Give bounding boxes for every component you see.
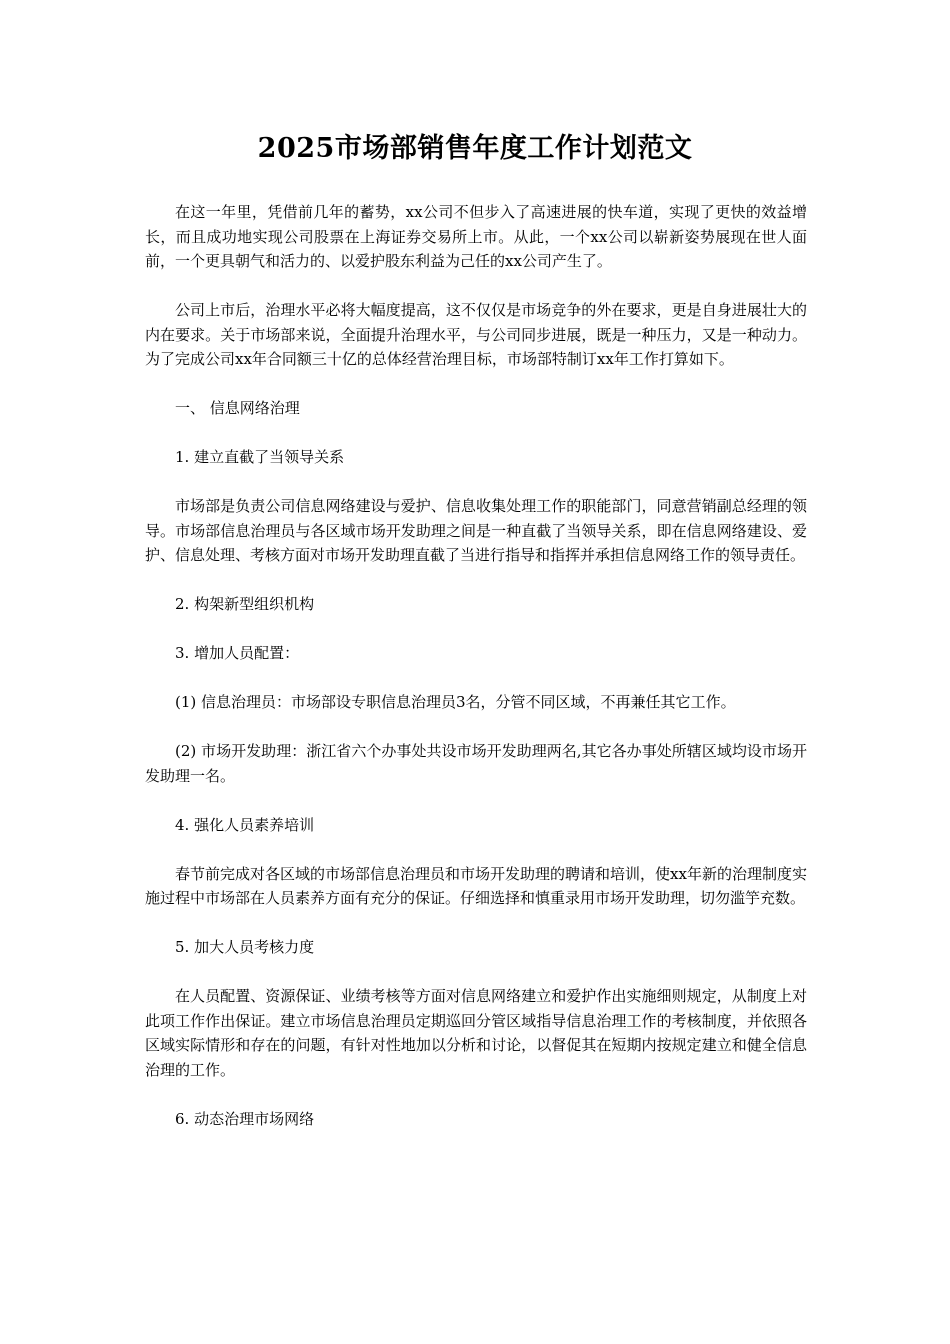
subheading-assessment: 5. 加大人员考核力度 <box>175 938 315 956</box>
paragraph-info-managers: (1) 信息治理员：市场部设专职信息治理员3名，分管不同区域，不再兼任其它工作。 <box>175 693 736 711</box>
document-body <box>145 200 807 1156</box>
subheading-direct-leadership: 1. 建立直截了当领导关系 <box>175 448 345 466</box>
paragraph-intro: 在这一年里，凭借前几年的蓄势，xx公司不但步入了高速进展的快车道，实现了更快的效益增长，而且成功地实现公司股票在上海证券交易所上市。从此，一个xx公司以崭新姿势展现在世人面前，一个更具朝气和活力的、以爱护股东利益为己任的xx公司产生了。 <box>145 203 807 270</box>
section-heading-info-network: 一、 信息网络治理 <box>175 399 300 417</box>
paragraph-training: 春节前完成对各区域的市场部信息治理员和市场开发助理的聘请和培训，使xx年新的治理制度实施过程中市场部在人员素养方面有充分的保证。仔细选择和慎重录用市场开发助理，切勿滥竽充数。 <box>145 864 807 907</box>
paragraph-listing: 公司上市后，治理水平必将大幅度提高，这不仅仅是市场竞争的外在要求，更是自身进展壮大的内在要求。关于市场部来说，全面提升治理水平，与公司同步进展，既是一种压力，又是一种动力。为了完成公司xx年合同额三十亿的总体经营治理目标，市场部特制订xx年工作打算如下。 <box>145 301 807 368</box>
subheading-dynamic-network: 6. 动态治理市场网络 <box>175 1109 315 1128</box>
subheading-org-structure: 2. 构架新型组织机构 <box>175 595 315 613</box>
paragraph-market-assistants: (2) 市场开发助理：浙江省六个办事处共设市场开发助理两名,其它各办事处所辖区域均设市场开发助理一名。 <box>145 742 807 785</box>
paragraph-assessment: 在人员配置、资源保证、业绩考核等方面对信息网络建立和爱护作出实施细则规定，从制度上对此项工作作出保证。建立市场信息治理员定期巡回分管区域指导信息治理工作的考核制度，并依照各区域实际情形和存在的问题，有针对性地加以分析和讨论，以督促其在短期内按规定建立和健全信息治理的工作。 <box>145 987 807 1079</box>
subheading-training: 4. 强化人员素养培训 <box>175 815 315 834</box>
document-title: 2025市场部销售年度工作计划范文 <box>257 133 693 164</box>
subheading-staffing: 3. 增加人员配置： <box>175 644 300 662</box>
paragraph-direct-leadership: 市场部是负责公司信息网络建设与爱护、信息收集处理工作的职能部门，同意营销副总经理的领导。市场部信息治理员与各区域市场开发助理之间是一种直截了当领导关系，即在信息网络建设、爱护、信息处理、考核方面对市场开发助理直截了当进行指导和指挥并承担信息网络工作的领导责任。 <box>145 497 807 564</box>
